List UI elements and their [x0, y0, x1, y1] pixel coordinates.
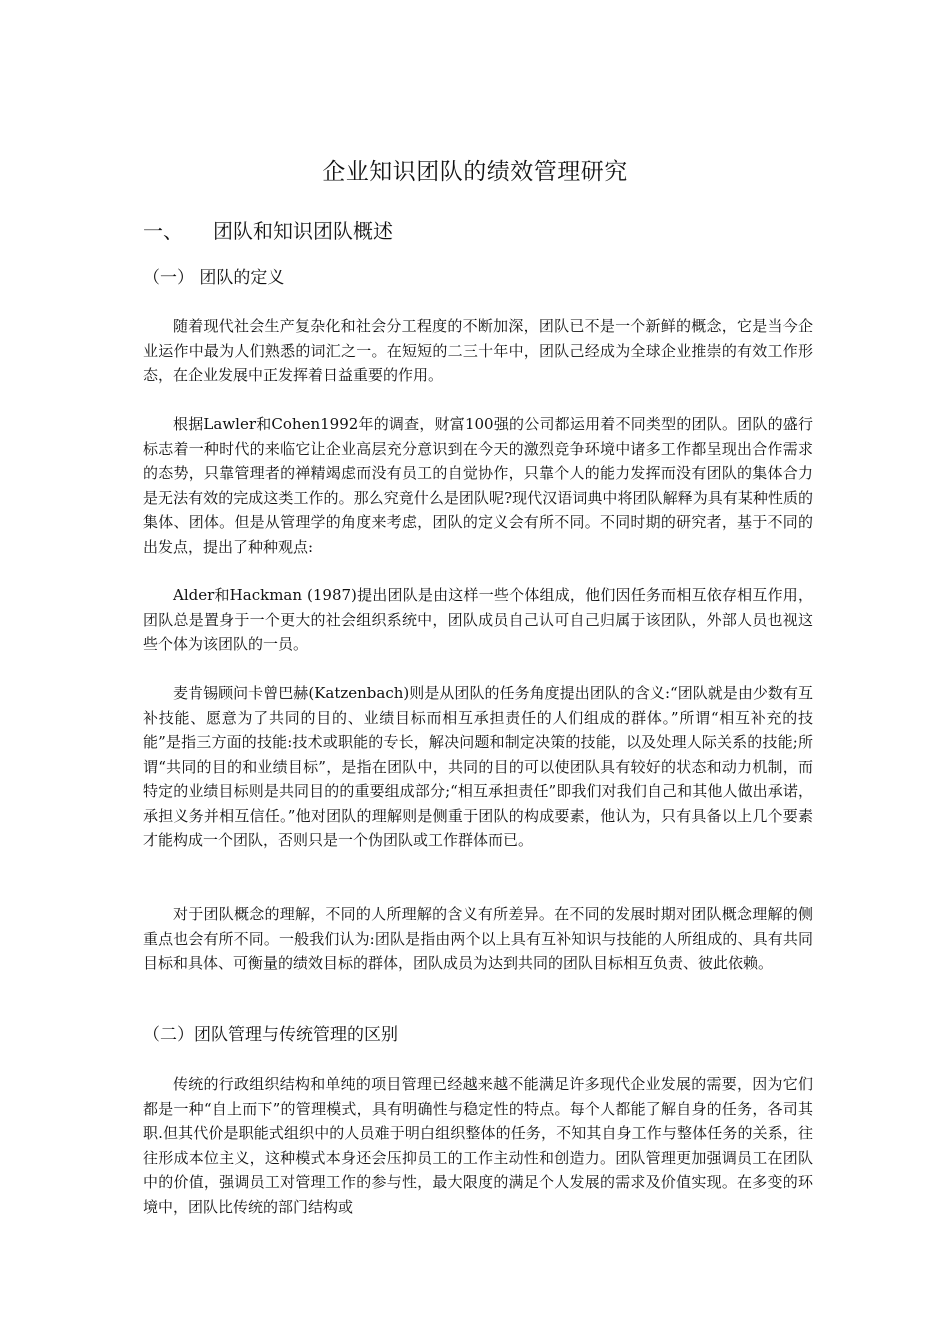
section-number: 一、	[143, 219, 183, 243]
paragraph: 根据Lawler和Cohen1992年的调查，财富100强的公司都运用着不同类型的团队。团队的盛行标志着一种时代的来临它让企业高层充分意识到在今天的激烈竞争环境中诸多工作都呈现出合作需求的态势，只靠管理者的禅精竭虑而没有员工的自觉协作，只靠个人的能力发挥而没有团队的集体合力是无法有效的完成这类工作的。那么究竟什么是团队呢?现代汉语词典中将团队解释为具有某种性质的集体、团体。但是从管理学的角度来考虑，团队的定义会有所不同。不同时期的研究者，基于不同的出发点，提出了种种观点:	[143, 415, 813, 556]
paragraph: 对于团队概念的理解，不同的人所理解的含义有所差异。在不同的发展时期对团队概念理解的侧重点也会有所不同。一般我们认为:团队是指由两个以上具有互补知识与技能的人所组成的、具有共同目标和具体、可衡量的绩效目标的群体，团队成员为达到共同的团队目标相互负责、彼此依赖。	[143, 905, 813, 972]
section-title: 团队和知识团队概述	[213, 219, 393, 243]
subsection-heading-difference: （二）团队管理与传统管理的区别	[143, 1025, 398, 1045]
document-title: 企业知识团队的绩效管理研究	[322, 159, 628, 185]
section-heading	[143, 216, 393, 246]
paragraph: 麦肯锡顾问卡曾巴赫(Katzenbach)则是从团队的任务角度提出团队的含义:“团队就是由少数有互补技能、愿意为了共同的目的、业绩目标而相互承担责任的人们组成的群体。”所谓“相互补充的技能”是指三方面的技能:技术或职能的专长，解决问题和制定决策的技能，以及处理人际关系的技能;所谓“共同的目的和业绩目标”，是指在团队中，共同的目的可以使团队具有较好的状态和动力机制，而特定的业绩目标则是共同目的的重要组成部分;“相互承担责任”即我们对我们自己和其他人做出承诺，承担义务并相互信任。”他对团队的理解则是侧重于团队的构成要素，他认为，只有具备以上几个要素才能构成一个团队，否则只是一个伪团队或工作群体而已。	[143, 684, 813, 849]
paragraph: 随着现代社会生产复杂化和社会分工程度的不断加深，团队已不是一个新鲜的概念，它是当今企业运作中最为人们熟悉的词汇之一。在短短的二三十年中，团队己经成为全球企业推崇的有效工作形态，在企业发展中正发挥着日益重要的作用。	[143, 317, 813, 384]
paragraph: Alder和Hackman (1987)提出团队是由这样一些个体组成，他们因任务而相互依存相互作用，团队总是置身于一个更大的社会组织系统中，团队成员自己认可自己归属于该团队，外部人员也视这些个体为该团队的一员。	[143, 586, 813, 653]
paragraph: 传统的行政组织结构和单纯的项目管理已经越来越不能满足许多现代企业发展的需要，因为它们都是一种“自上而下”的管理模式，具有明确性与稳定性的特点。每个人都能了解自身的任务，各司其职.但其代价是职能式组织中的人员难于明白组织整体的任务，不知其自身工作与整体任务的关系，往往形成本位主义，这种模式本身还会压抑员工的工作主动性和创造力。团队管理更加强调员工在团队中的价值，强调员工对管理工作的参与性，最大限度的满足个人发展的需求及价值实现。在多变的环境中，团队比传统的部门结构或	[143, 1075, 813, 1216]
subsection-heading-definition: （一） 团队的定义	[143, 268, 285, 288]
